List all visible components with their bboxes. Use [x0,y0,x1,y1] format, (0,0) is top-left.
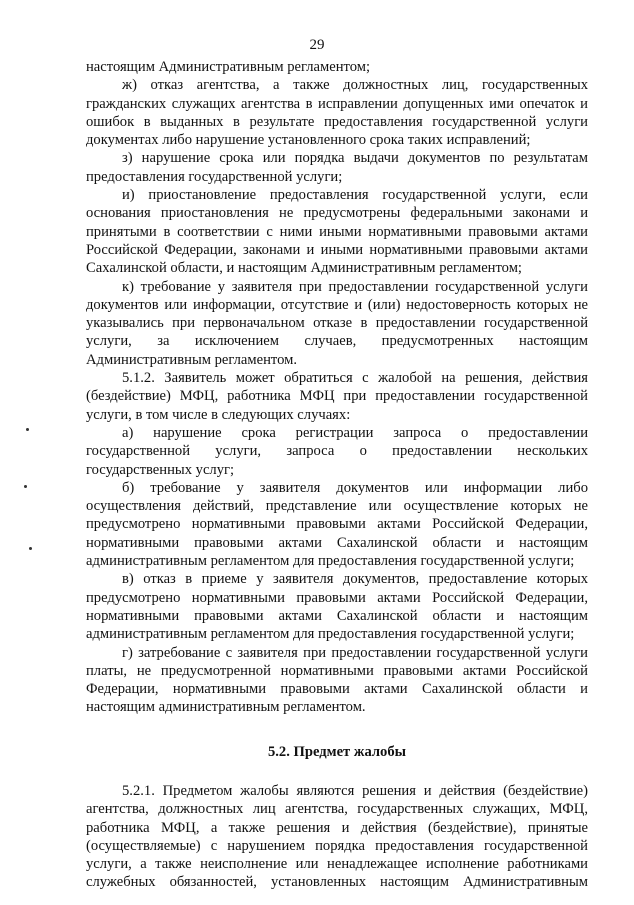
paragraph: и) приостановление предоставления государственной услуги, если основания приостановления не предусмотрены федеральными законами и принятыми в соответствии с ними иными нормативными правовыми актами Российской Федерации, законами и иными нормативными правовыми актами Сахалинской области, и настоящим Административным регламентом; [86,187,588,277]
paragraph: з) нарушение срока или порядка выдачи документов по результатам предоставления государственной услуги; [86,150,588,185]
paragraph: а) нарушение срока регистрации запроса о предоставлении государственной услуги, запроса о предоставлении нескольких государственных услуг; [86,424,588,478]
paragraph: в) отказ в приеме у заявителя документов, предоставление которых предусмотрено нормативными правовыми актами Российской Федерации, нормативными правовыми актами Сахалинской области и настоящим административным регламентом для предоставления государственной услуги; [86,571,588,643]
paragraph: 5.1.2. Заявитель может обратиться с жалобой на решения, действия (бездействие) МФЦ, работника МФЦ при предоставлении государственной услуги, в том числе в следующих случаях: [86,370,588,423]
document-body [86,58,588,892]
section-heading: 5.2. Предмет жалобы [267,743,407,760]
scan-mark [26,428,29,431]
paragraph: г) затребование с заявителя при предоставлении государственной услуги платы, не предусмотренной нормативными правовыми актами Российской Федерации, нормативными правовыми актами Сахалинской области и настоящим административным регламентом. [86,644,588,716]
paragraph: к) требование у заявителя при предоставлении государственной услуги документов или информации, отсутствие и (или) недостоверность которых не указывались при первоначальном отказе в предоставлении государственной услуги, за исключением случаев, предусмотренных настоящим Административным регламентом. [86,278,588,368]
paragraph: 5.2.1. Предметом жалобы являются решения и действия (бездействие) агентства, должностных лиц агентства, государственных служащих, МФЦ, работника МФЦ, а также решения и действия (бездействие), принятые (осуществляемые) с нарушением порядка предоставления государственной услуги, а также неисполнение или ненадлежащее исполнение работниками служебных обязанностей, установленных настоящим Административным [86,782,588,891]
page-number: 29 [309,37,325,53]
scan-mark [24,485,27,488]
paragraph: ж) отказ агентства, а также должностных лиц, государственных гражданских служащих агентства в исправлении допущенных ими опечаток и ошибок в выданных в результате предоставления государственной услуги документах либо нарушение установленного срока таких исправлений; [86,77,588,149]
scan-mark [29,547,32,550]
paragraph: настоящим Административным регламентом; [86,59,371,75]
paragraph: б) требование у заявителя документов или информации либо осуществления действий, представление или осуществление которых не предусмотрено нормативными правовыми актами Российской Федерации, нормативными правовыми актами Сахалинской области и настоящим административным регламентом для предоставления государственной услуги; [86,479,588,570]
